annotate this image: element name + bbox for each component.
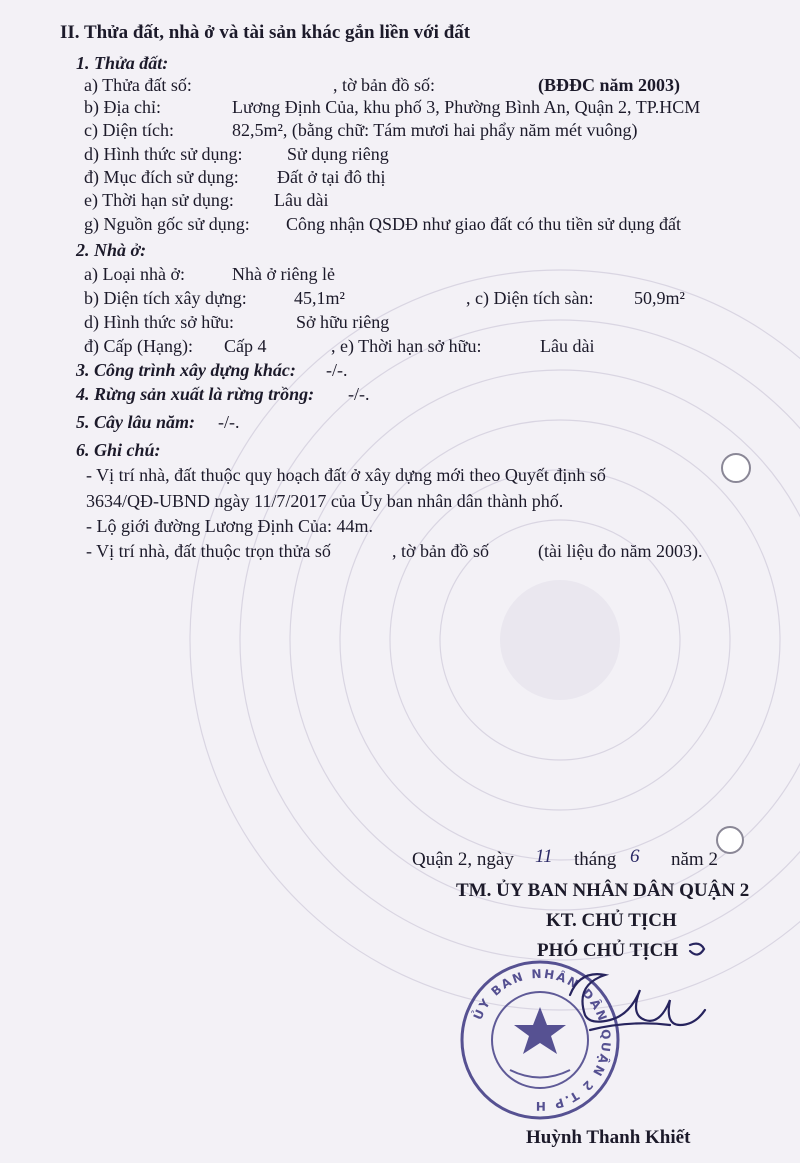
- address-value: Lương Định Của, khu phố 3, Phường Bình An, Quận 2, TP.HCM: [232, 97, 701, 117]
- built-area-value: 45,1m²: [294, 288, 345, 308]
- date-prefix: Quận 2, ngày: [412, 849, 514, 870]
- note-line-3: - Lộ giới đường Lương Định Của: 44m.: [86, 516, 374, 536]
- date-year-label: năm 2: [671, 849, 718, 870]
- other-works-value: -/-.: [326, 360, 348, 380]
- built-area-label: b) Diện tích xây dựng:: [84, 288, 247, 308]
- note-line-2: 3634/QĐ-UBND ngày 11/7/2017 của Ủy ban nhân dân thành phố.: [86, 491, 564, 511]
- area-value: 82,5m², (bằng chữ: Tám mươi hai phẩy năm mét vuông): [232, 120, 638, 140]
- floor-area-value: 50,9m²: [634, 288, 685, 308]
- house-heading: 2. Nhà ở:: [76, 240, 147, 260]
- notes-heading: 6. Ghi chú:: [76, 440, 161, 460]
- trees-value: -/-.: [218, 412, 240, 432]
- use-form-value: Sử dụng riêng: [287, 144, 389, 164]
- parcel-label: a) Thửa đất số:: [84, 75, 192, 95]
- house-type-value: Nhà ở riêng lẻ: [232, 264, 335, 284]
- house-type-label: a) Loại nhà ở:: [84, 264, 185, 284]
- ownership-value: Sở hữu riêng: [296, 312, 390, 332]
- land-heading: 1. Thửa đất:: [76, 53, 169, 73]
- use-form-label: d) Hình thức sử dụng:: [84, 144, 243, 164]
- origin-label: g) Nguồn gốc sử dụng:: [84, 214, 250, 234]
- floor-area-label: , c) Diện tích sàn:: [466, 288, 594, 308]
- svg-text:ỦY BAN NHÂN DÂN QUẬN 2 T.P H: ỦY BAN NHÂN DÂN QUẬN 2 T.P H: [470, 966, 614, 1114]
- handwritten-signature-icon: [550, 935, 750, 1065]
- forest-label: 4. Rừng sản xuất là rừng trồng:: [76, 384, 315, 404]
- authority-line-2: KT. CHỦ TỊCH: [546, 910, 677, 931]
- address-label: b) Địa chỉ:: [84, 97, 161, 117]
- date-month-label: tháng: [574, 849, 617, 870]
- other-works-label: 3. Công trình xây dựng khác:: [76, 360, 296, 380]
- note-line-1: - Vị trí nhà, đất thuộc quy hoạch đất ở xây dựng mới theo Quyết định số: [86, 465, 606, 485]
- origin-value: Công nhận QSDĐ như giao đất có thu tiền sử dụng đất: [286, 214, 681, 234]
- own-term-label: , e) Thời hạn sở hữu:: [331, 336, 482, 356]
- purpose-value: Đất ở tại đô thị: [277, 167, 386, 187]
- purpose-label: đ) Mục đích sử dụng:: [84, 167, 239, 187]
- authority-line-1: TM. ỦY BAN NHÂN DÂN QUẬN 2: [456, 880, 750, 901]
- note-line-4a: - Vị trí nhà, đất thuộc trọn thửa số: [86, 541, 331, 561]
- authority-line-3: PHÓ CHỦ TỊCH: [537, 940, 679, 961]
- term-value: Lâu dài: [274, 190, 329, 210]
- term-label: e) Thời hạn sử dụng:: [84, 190, 234, 210]
- own-term-value: Lâu dài: [540, 336, 595, 356]
- date-day: 11: [535, 846, 553, 867]
- trees-label: 5. Cây lâu năm:: [76, 412, 196, 432]
- date-month: 6: [630, 846, 640, 867]
- punch-hole-icon: [716, 448, 756, 488]
- area-label: c) Diện tích:: [84, 120, 174, 140]
- section-title: II. Thửa đất, nhà ở và tài sản khác gắn liền với đất: [60, 22, 471, 43]
- forest-value: -/-.: [348, 384, 370, 404]
- grade-value: Cấp 4: [224, 336, 267, 356]
- note-line-4b: , tờ bản đồ số: [392, 541, 490, 561]
- note-line-4c: (tài liệu đo năm 2003).: [538, 541, 703, 561]
- grade-label: đ) Cấp (Hạng):: [84, 336, 193, 356]
- map-note: (BĐĐC năm 2003): [538, 75, 680, 95]
- signer-name: Huỳnh Thanh Khiết: [526, 1127, 691, 1148]
- map-label: , tờ bản đồ số:: [333, 75, 436, 95]
- ownership-label: d) Hình thức sở hữu:: [84, 312, 235, 332]
